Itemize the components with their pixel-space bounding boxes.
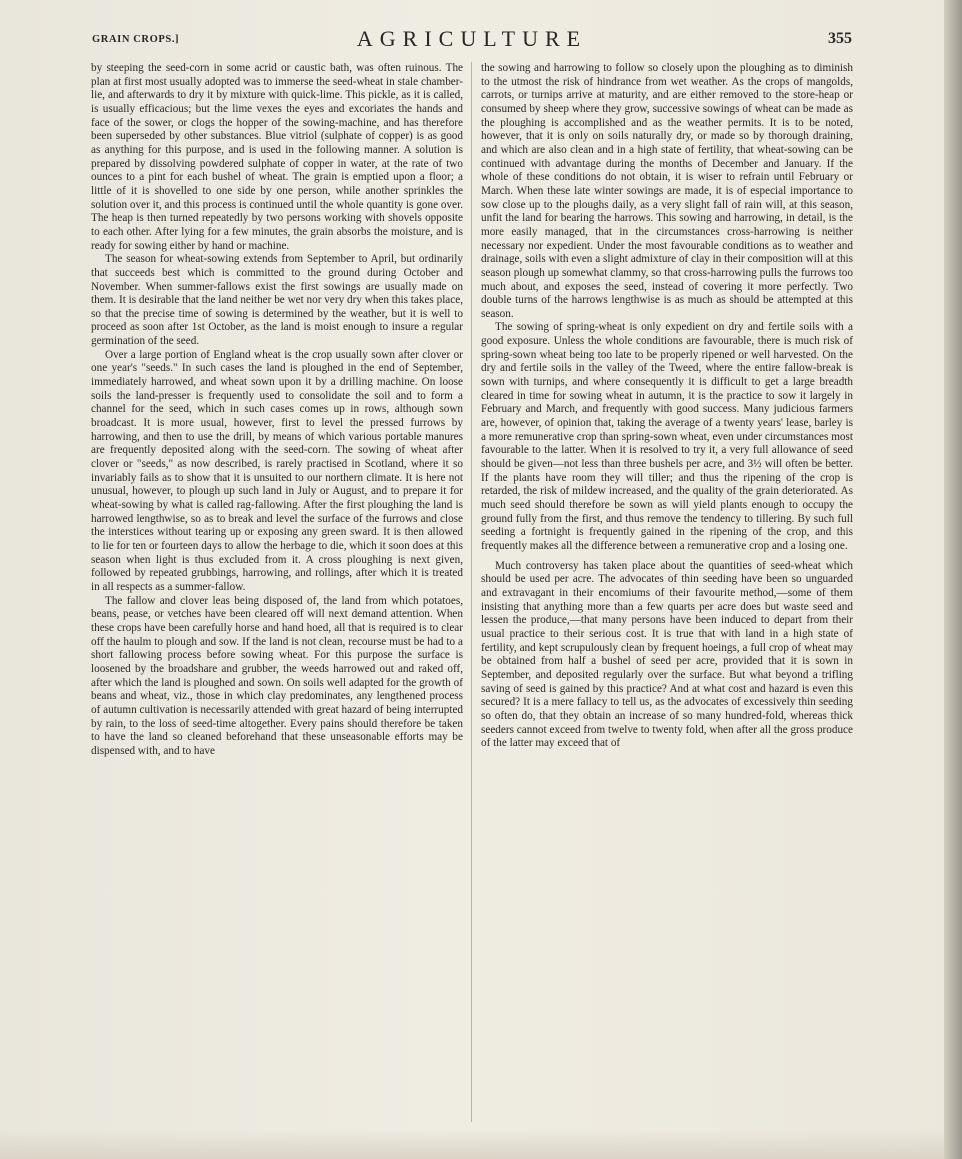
paragraph: by steeping the seed-corn in some acrid or caustic bath, was often ruinous. The plan at first most usually adopted was to immerse the seed-wheat in stale chamber-lie, and afterwards to dry it by mixture with quick-lime. This pickle, as it is called, is usually efficacious; but the lime vexes the eyes and excoriates the hands and face of the sower, or clogs the hopper of the sowing-machine, and has therefore been superseded by other substances. Blue vitriol (sulphate of copper) is as good as anything for this purpose, and is used in the following manner. A solution is prepared by dissolving powdered sulphate of copper in water, at the rate of two ounces to a pint for each bushel of wheat. The grain is emptied upon a floor; a little of it is shovelled to one side by one person, while another sprinkles the solution over it, and this process is continued until the whole quantity is gone over. The heap is then turned repeatedly by two persons working with shovels opposite to each other. After lying for a few minutes, the grain absorbs the moisture, and is ready for sowing either by hand or machine. xyxy=(91,62,463,252)
paragraph: The sowing of spring-wheat is only expedient on dry and fertile soils with a good exposure. Unless the whole conditions are favourable, there is much risk of spring-sown wheat being too late to be properly ripened or well harvested. On the dry and fertile soils in the valley of the Tweed, where the entire fallow-break is sown with turnips, and where consequently it is difficult to get a large breadth cleared in time for sowing wheat in autumn, it is the practice to sow it largely in February and March, and frequently with good success. Many judicious farmers are, however, of opinion that, taking the average of a twenty years' lease, barley is a more remunerative crop than spring-sown wheat, even under circumstances most favourable to the latter. When it is resolved to try it, a very full allowance of seed should be given—not less than three bushels per acre, and 3½ will often be better. If the plants have room they will tiller; and thus the ripening of the crop is retarded, the risk of mildew increased, and the quality of the grain deteriorated. As much seed should therefore be sown as will yield plants enough to occupy the ground fully from the first, and thus remove the tendency to tillering. By such full seeding a fortnight is frequently gained in the ripening of the crop, and this frequently makes all the difference between a remunerative crop and a losing one. xyxy=(481,321,853,552)
page-number: 355 xyxy=(828,30,852,47)
page-edge-shadow xyxy=(944,0,962,1159)
paragraph: The season for wheat-sowing extends from September to April, but ordinarily that succeeds best which is committed to the ground during October and November. When summer-fallows exist the first sowings are usually made on them. It is desirable that the land neither be wet nor very dry when this takes place, so that the precise time of sowing is determined by the weather, but it is well to proceed as soon after 1st October, as the land is moist enough to insure a regular germination of the seed. xyxy=(91,253,463,348)
paragraph: the sowing and harrowing to follow so closely upon the ploughing as to diminish to the utmost the risk of hindrance from wet weather. As the crops of mangolds, carrots, or turnips arrive at maturity, and are either removed to the store-heap or consumed by sheep where they grow, successive sowings of wheat can be made as the ploughing is accomplished and as the weather permits. It is to be noted, however, that it is only on soils naturally dry, or made so by thorough draining, and which are also clean and in a high state of fertility, that wheat-sowing can be continued with advantage during the months of December and January. If the whole of these conditions do not obtain, it is wiser to refrain until February or March. When these late winter sowings are made, it is of especial importance to sow close up to the ploughs daily, as a very slight fall of rain will, at this season, unfit the land for bearing the harrows. This sowing and harrowing, in detail, is the more easily managed, that in the circumstances cross-harrowing is neither necessary nor expedient. Under the most favourable conditions as to weather and drainage, soils with even a slight admixture of clay in their composition will at this season plough up somewhat clammy, so that cross-harrowing pulls the furrows too much about, and exposes the seed, instead of covering it more perfectly. Two double turns of the harrows lengthwise is as much as should be attempted at this season. xyxy=(481,62,853,320)
paragraph: The fallow and clover leas being disposed of, the land from which potatoes, beans, pease, or vetches have been cleared off will next demand attention. When these crops have been carefully horse and hand hoed, all that is required is to clear off the haulm to plough and sow. If the land is not clean, recourse must be had to a short fallowing process before sowing wheat. For this purpose the surface is loosened by the broadshare and grubber, the weeds harrowed out and raked off, after which the land is ploughed and sown. On soils well adapted for the growth of beans and wheat, viz., those in which clay predominates, any lengthened process of autumn cultivation is necessarily attended with great hazard of being interrupted by rain, to the loss of seed-time altogether. Every pains should therefore be taken to have the land so cleaned beforehand that these unseasonable efforts may be dispensed with, and to have xyxy=(91,594,463,757)
running-header xyxy=(92,26,852,56)
right-column xyxy=(481,62,853,1122)
left-column xyxy=(91,62,463,1122)
column-divider xyxy=(471,62,472,1122)
paragraph: Over a large portion of England wheat is the crop usually sown after clover or one year's "seeds." In such cases the land is ploughed in the end of September, immediately harrowed, and wheat sown upon it by a drilling machine. On loose soils the land-presser is frequently used to consolidate the soil and to form a channel for the seed, which in such cases comes up in rows, although sown broadcast. It is more usual, however, first to level the pressed furrows by harrowing, and then to use the drill, by means of which various portable manures are frequently deposited along with the seed-corn. The sowing of wheat after clover or "seeds," as now described, is rarely practised in Scotland, where it so invariably fails as to show that it is unsuited to our northern climate. It is here not unusual, however, to plough up such land in July or August, and to prepare it for wheat-sowing by what is called rag-fallowing. After the first ploughing the land is harrowed lengthwise, so as to break and level the surface of the furrows and close the interstices without tearing up or exposing any green sward. It is then allowed to lie for ten or fourteen days to allow the herbage to die, which it soon does at this season when light is thus excluded from it. A cross ploughing is next given, followed by repeated grubbings, harrowing, and rollings, after which it is treated in all respects as a summer-fallow. xyxy=(91,348,463,593)
page-bottom-shadow xyxy=(0,1129,962,1159)
page-title: AGRICULTURE xyxy=(356,26,588,51)
paragraph: Much controversy has taken place about the quantities of seed-wheat which should be used per acre. The advocates of thin seeding have been so unguarded and extravagant in their encomiums of their favourite method,—some of them insisting that anything more than a few quarts per acre does but waste seed and lessen the produce,—that many persons have been induced to depart from their usual practice to their serious cost. It is true that with land in a high state of fertility, and kept scrupulously clean by frequent hoeings, a full crop of wheat may be obtained from half a bushel of seed per acre, provided that it is sown in September, and deposited regularly over the surface. But what beyond a trifling saving of seed is gained by this practice? And at what cost and hazard is even this secured? It is a mere fallacy to tell us, as the advocates of excessively thin seeding so often do, that they obtain an increase of so many hundred-fold, whereas thick seeders cannot exceed from twelve to twenty fold, when after all the gross produce of the latter may exceed that of xyxy=(481,559,853,750)
section-heading: GRAIN CROPS.] xyxy=(92,34,180,45)
